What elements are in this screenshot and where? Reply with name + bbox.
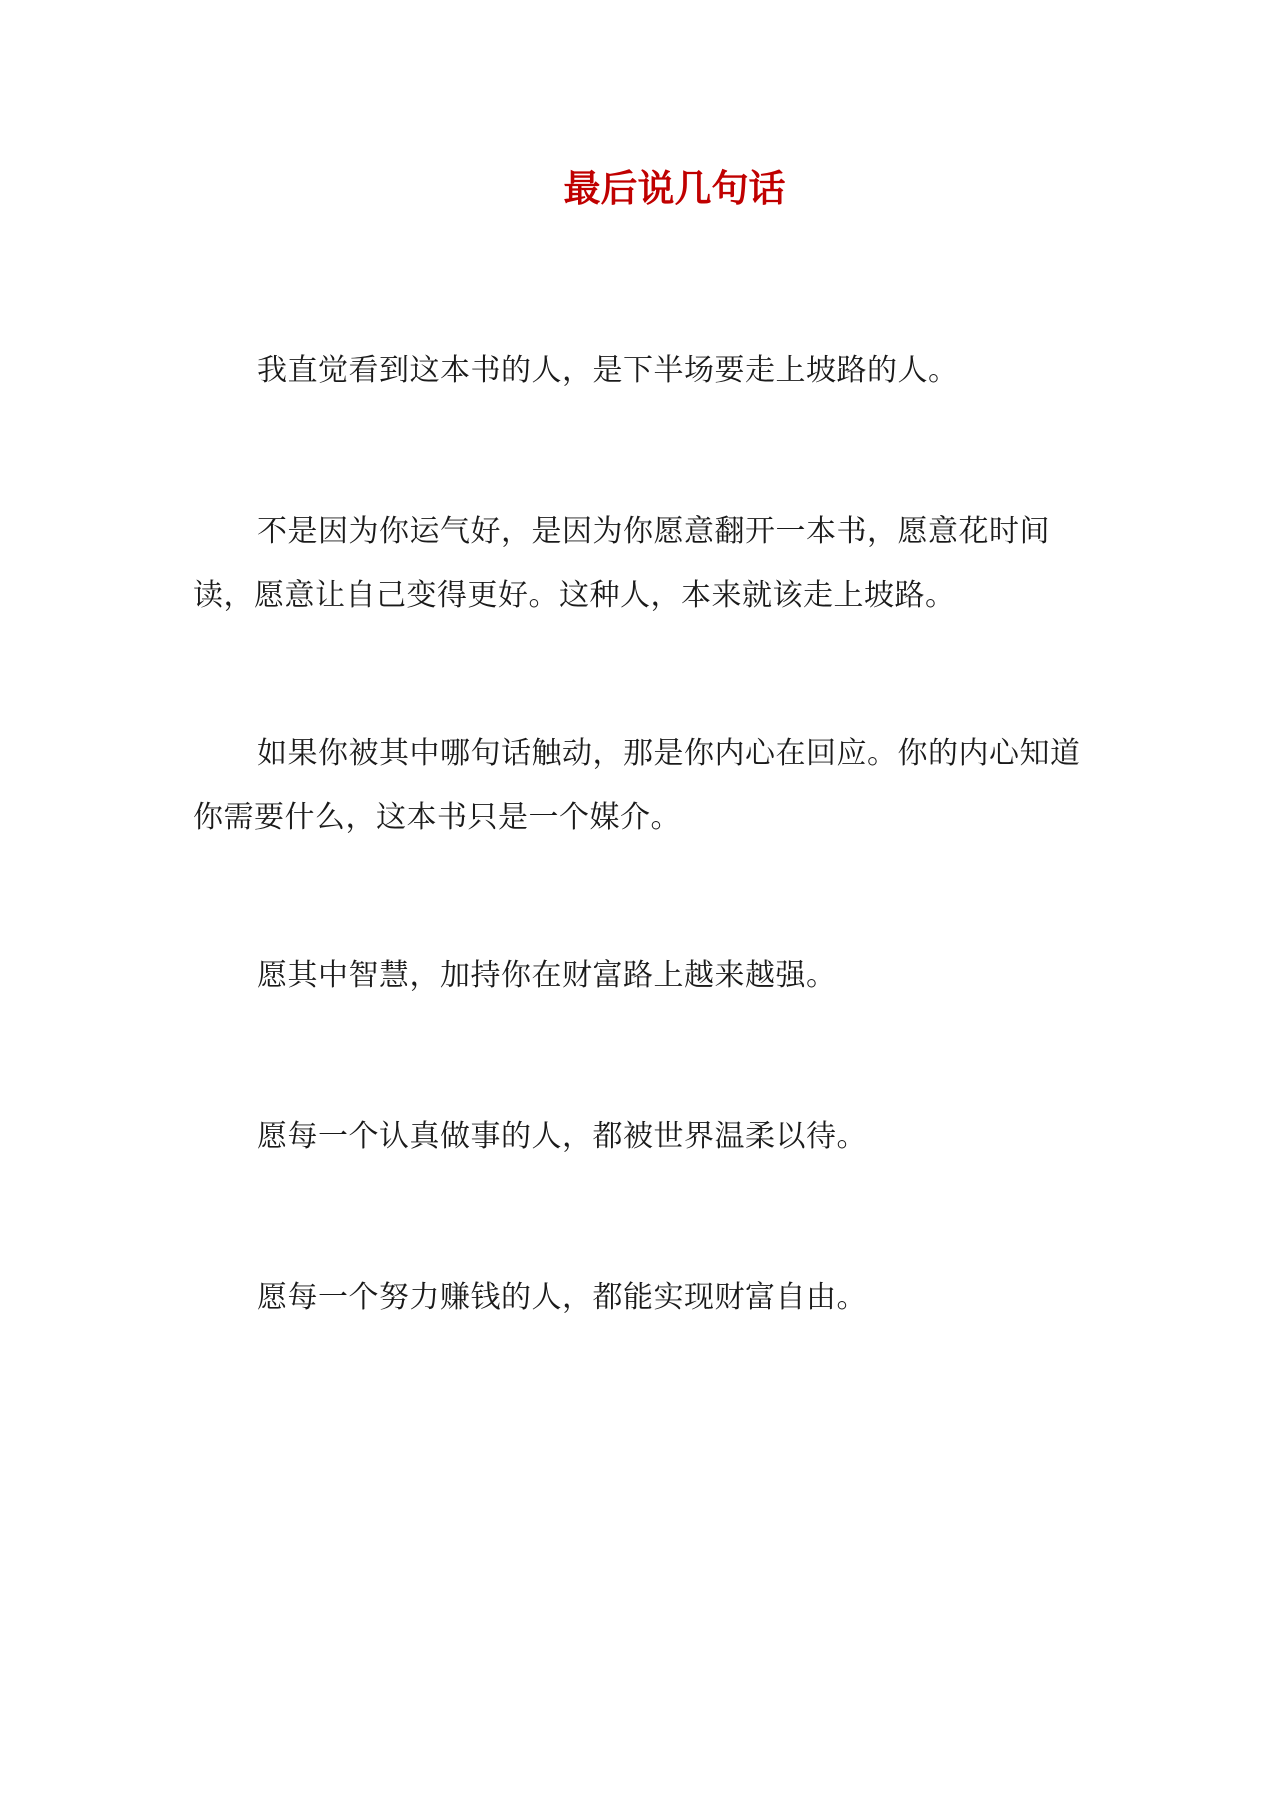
page-title: 最后说几句话 [563,166,786,210]
paragraph-1: 我直觉看到这本书的人，是下半场要走上坡路的人。 [257,353,959,388]
paragraph-2: 不是因为你运气好，是因为你愿意翻开一本书，愿意花时间读，愿意让自己变得更好。这种人，本来就该走上坡路。 [193,514,1050,613]
paragraph-5: 愿每一个认真做事的人，都被世界温柔以待。 [257,1119,867,1154]
paragraph-4: 愿其中智慧，加持你在财富路上越来越强。 [257,958,837,993]
paragraph-6: 愿每一个努力赚钱的人，都能实现财富自由。 [257,1280,867,1315]
paragraph-3: 如果你被其中哪句话触动，那是你内心在回应。你的内心知道你需要什么，这本书只是一个媒介。 [193,736,1081,835]
